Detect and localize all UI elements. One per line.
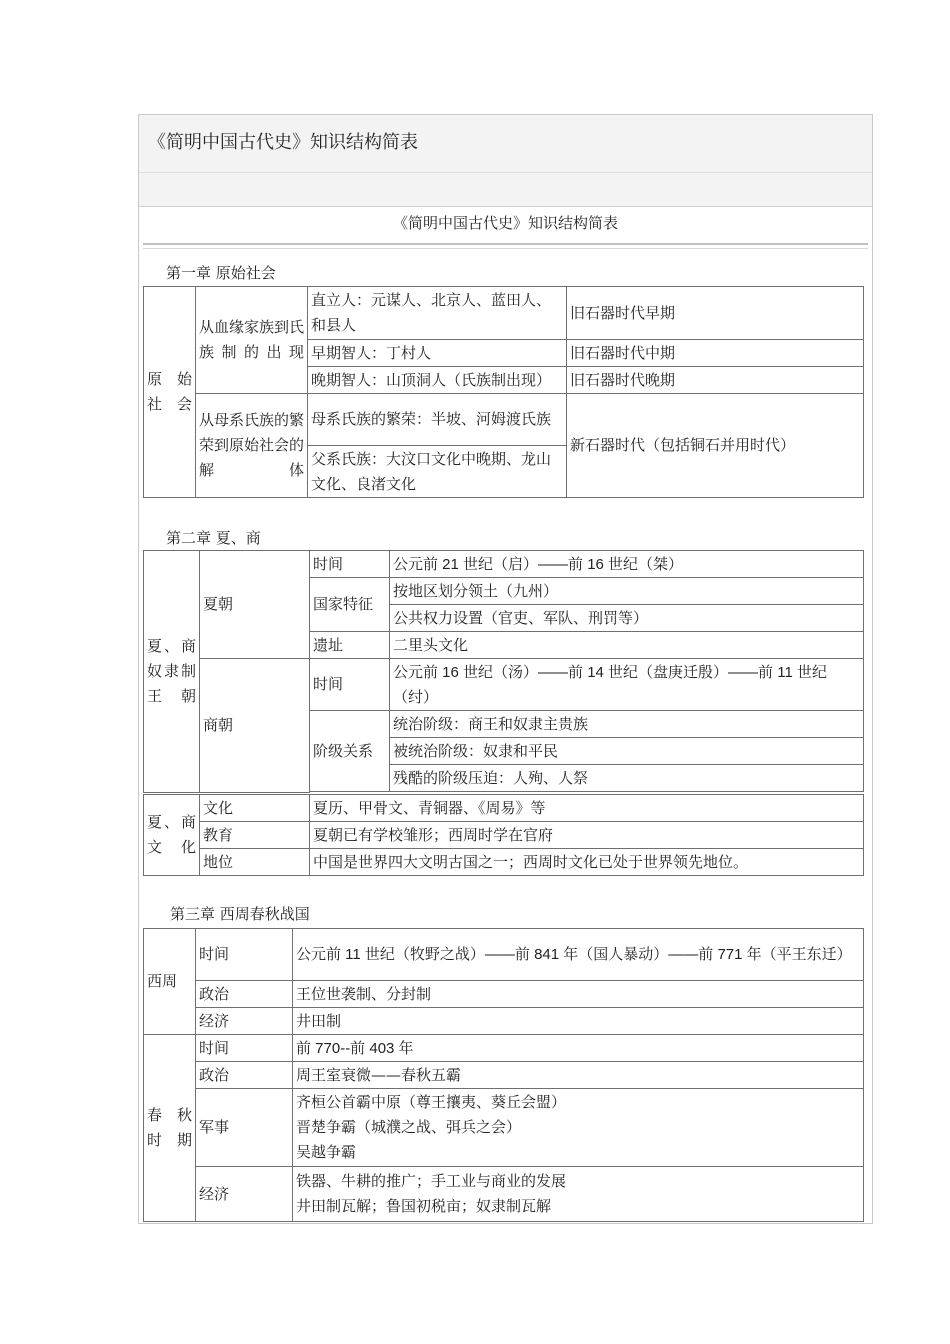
content-line: 齐桓公首霸中原（尊王攘夷、葵丘会盟） [296, 1093, 567, 1111]
era-cell: 原 始 社会 [144, 287, 196, 498]
label-cell: 遗址 [310, 632, 390, 659]
document-title: 《简明中国古代史》知识结构简表 [392, 214, 618, 232]
content-line: 铁器、牛耕的推广；手工业与商业的发展 [296, 1172, 567, 1190]
label-cell: 文化 [200, 795, 310, 822]
content-cell: 夏朝已有学校雏形；西周时学在官府 [310, 822, 864, 849]
era-cell: 西周 [144, 929, 196, 1035]
content-line: 井田制瓦解；鲁国初税亩；奴隶制瓦解 [296, 1197, 552, 1215]
label-cell: 经济 [196, 1008, 293, 1035]
content-cell: 被统治阶级：奴隶和平民 [390, 738, 864, 765]
content-cell: 中国是世界四大文明古国之一；西周时文化已处于世界领先地位。 [310, 849, 864, 876]
content-cell [293, 1089, 864, 1167]
content-cell: 前 770--前 403 年 [293, 1035, 864, 1062]
content-cell: 夏历、甲骨文、青铜器、《周易》等 [310, 795, 864, 822]
period-cell: 旧石器时代早期 [567, 287, 864, 340]
label-cell: 地位 [200, 849, 310, 876]
page-title: 《简明中国古代史》知识结构简表 [139, 115, 872, 173]
label-cell: 阶级关系 [310, 711, 390, 792]
content-cell: 统治阶级：商王和奴隶主贵族 [390, 711, 864, 738]
content-line: 吴越争霸 [296, 1143, 357, 1161]
chapter3-heading: 第三章 西周春秋战国 [170, 905, 310, 923]
content-cell: 父系氏族：大汶口文化中晚期、龙山文化、良渚文化 [308, 446, 567, 498]
chapter3-table [143, 928, 864, 1222]
content-cell: 公元前 11 世纪（牧野之战）——前 841 年（国人暴动）——前 771 年（平王东迁） [293, 929, 864, 981]
label-cell: 时间 [310, 659, 390, 711]
dynasty-cell: 夏朝 [200, 551, 310, 659]
dynasty-cell: 商朝 [200, 659, 310, 793]
label-cell: 教育 [200, 822, 310, 849]
title-divider-secondary [143, 248, 868, 249]
label-cell: 政治 [196, 981, 293, 1008]
chapter1-heading: 第一章 原始社会 [166, 264, 276, 282]
content-cell: 二里头文化 [390, 632, 864, 659]
label-cell: 政治 [196, 1062, 293, 1089]
content-cell: 母系氏族的繁荣：半坡、河姆渡氏族 [308, 394, 567, 446]
title-divider [143, 243, 868, 245]
label-cell: 国家特征 [310, 578, 390, 632]
content-cell: 直立人：元谋人、北京人、蓝田人、和县人 [308, 287, 567, 340]
header-bar [139, 173, 872, 207]
chapter2-table [143, 550, 864, 793]
content-cell: 井田制 [293, 1008, 864, 1035]
content-cell: 早期智人：丁村人 [308, 340, 567, 367]
label-cell: 时间 [196, 929, 293, 981]
content-cell: 公元前 16 世纪（汤）——前 14 世纪（盘庚迁殷）——前 11 世纪（纣） [390, 659, 864, 711]
content-cell: 周王室衰微——春秋五霸 [293, 1062, 864, 1089]
chapter2-heading: 第二章 夏、商 [166, 529, 261, 547]
content-cell: 晚期智人：山顶洞人（氏族制出现） [308, 367, 567, 394]
era-cell: 春 秋时期 [144, 1035, 196, 1222]
period-cell: 旧石器时代中期 [567, 340, 864, 367]
period-cell: 新石器时代（包括铜石并用时代） [567, 394, 864, 498]
group-cell: 从血缘家族到氏族制的出现 [196, 287, 308, 394]
label-cell: 时间 [310, 551, 390, 578]
content-cell: 公共权力设置（官吏、军队、刑罚等） [390, 605, 864, 632]
content-cell: 公元前 21 世纪（启）——前 16 世纪（桀） [390, 551, 864, 578]
label-cell: 时间 [196, 1035, 293, 1062]
label-cell: 军事 [196, 1089, 293, 1167]
era-cell: 夏、商奴隶制王朝 [144, 551, 200, 793]
content-cell: 王位世袭制、分封制 [293, 981, 864, 1008]
chapter1-table [143, 286, 864, 498]
chapter2-culture-table [143, 794, 864, 876]
era-cell: 夏、商文化 [144, 795, 200, 876]
content-cell: 按地区划分领土（九州） [390, 578, 864, 605]
label-cell: 经济 [196, 1167, 293, 1222]
group-cell: 从母系氏族的繁荣到原始社会的解体 [196, 394, 308, 498]
period-cell: 旧石器时代晚期 [567, 367, 864, 394]
content-line: 晋楚争霸（城濮之战、弭兵之会） [296, 1118, 522, 1136]
content-cell: 残酷的阶级压迫：人殉、人祭 [390, 765, 864, 792]
content-cell [293, 1167, 864, 1222]
